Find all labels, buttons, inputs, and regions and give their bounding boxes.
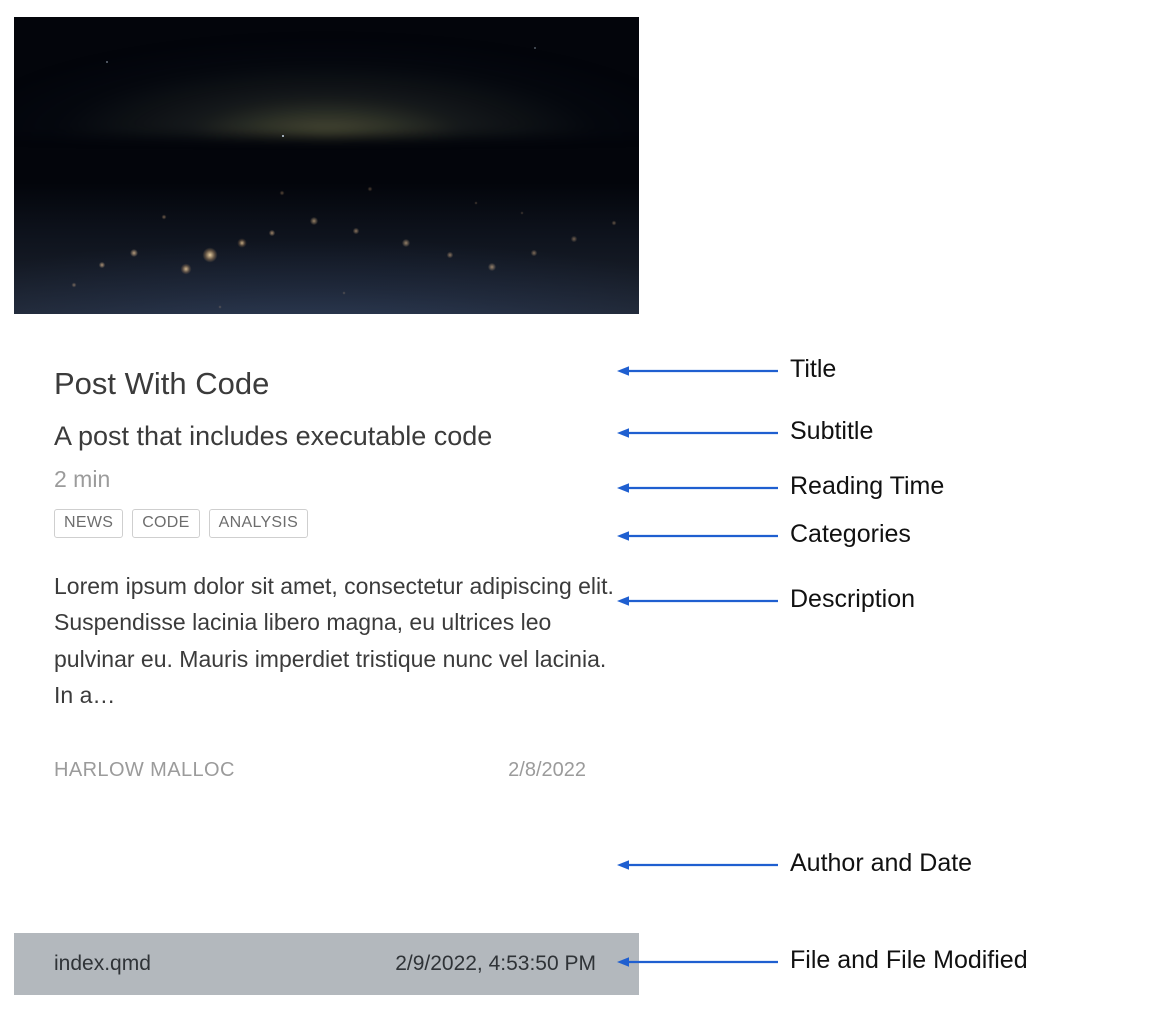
file-info-bar — [14, 933, 639, 995]
category-chip[interactable]: NEWS — [54, 509, 123, 538]
annotation-label-categories: Categories — [790, 520, 911, 548]
category-chip[interactable]: CODE — [132, 509, 199, 538]
post-card-body — [14, 314, 639, 782]
annotation-arrow-title — [616, 364, 778, 378]
annotation-label-file: File and File Modified — [790, 946, 1028, 974]
annotation-arrow-author-date — [616, 858, 778, 872]
file-modified-date: 2/9/2022, 4:53:50 PM — [395, 952, 596, 975]
file-name[interactable]: index.qmd — [54, 952, 151, 975]
post-reading-time: 2 min — [54, 466, 111, 493]
category-chip[interactable]: ANALYSIS — [209, 509, 308, 538]
annotation-arrow-subtitle — [616, 426, 778, 440]
annotation-label-subtitle: Subtitle — [790, 417, 874, 445]
annotation-arrow-description — [616, 594, 778, 608]
atmospheric-haze — [14, 183, 639, 314]
post-categories — [54, 509, 611, 538]
annotation-arrow-reading-time — [616, 481, 778, 495]
post-preview-card[interactable] — [14, 17, 639, 995]
post-thumbnail — [14, 17, 639, 314]
post-date: 2/8/2022 — [508, 759, 586, 782]
star-dot — [534, 47, 536, 49]
post-description: Lorem ipsum dolor sit amet, consectetur adipiscing elit. Suspendisse lacinia libero magna, eu ultrices leo pulvinar eu. Mauris imperdiet tristique nunc vel lacinia. In a… — [54, 573, 614, 709]
post-author: HARLOW MALLOC — [54, 759, 235, 782]
annotation-arrow-categories — [616, 529, 778, 543]
annotation-label-title: Title — [790, 355, 837, 383]
post-title[interactable]: Post With Code — [54, 366, 270, 401]
star-dot — [282, 135, 284, 137]
annotation-label-reading-time: Reading Time — [790, 472, 945, 500]
star-dot — [106, 61, 108, 63]
annotation-label-description: Description — [790, 585, 916, 613]
post-subtitle: A post that includes executable code — [54, 420, 493, 451]
post-meta-footer — [54, 759, 611, 782]
annotation-label-author-date: Author and Date — [790, 849, 973, 877]
annotation-arrow-file — [616, 955, 778, 969]
